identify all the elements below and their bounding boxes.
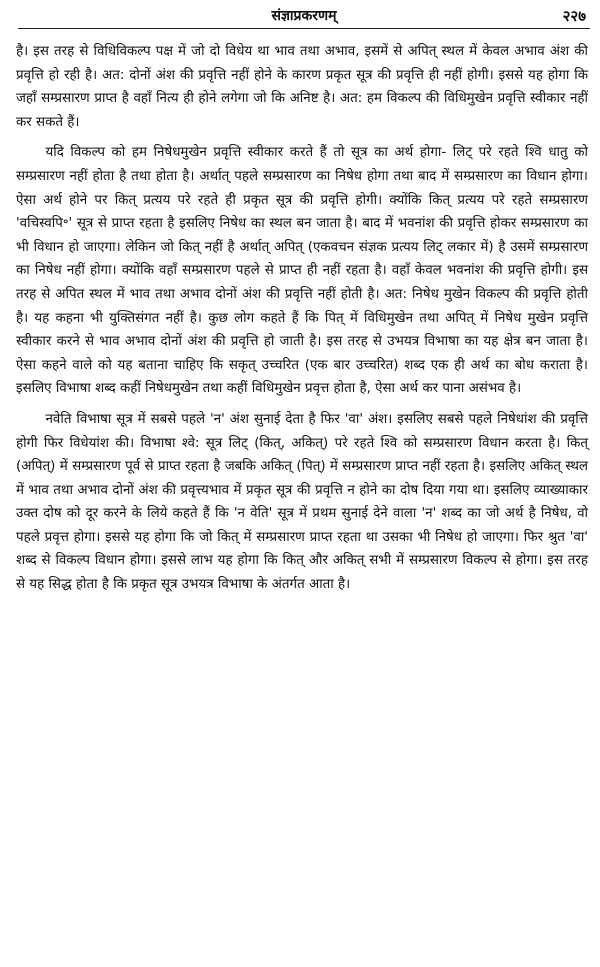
- body-text: [16, 40, 588, 604]
- paragraph-3: नवेति विभाषा सूत्र में सबसे पहले 'न' अंश सुनाई देता है फिर 'वा' अंश। इसलिए सबसे पहले निषेधांश की प्रवृत्ति होगी फिर विधेयांश की। विभाषा श्वे: सूत्र लिट् (कित्, अकित्) परे रहते श्वि को सम्प्रसारण विधान करता है। कित् (अपित्) में सम्प्रसारण पूर्व से प्राप्त रहता है जबकि अकित् (पित्) में सम्प्रसारण प्राप्त नहीं रहता है। इसलिए अकित् स्थल में भाव तथा अभाव दोनों अंश की प्रवृत्त्यभाव में प्रकृत सूत्र की प्रवृत्ति न होने का दोष दिया गया था। इसलिए व्याख्याकार उक्त दोष को दूर करने के लिये कहते हैं कि 'न वेति' सूत्र में प्रथम सुनाई देने वाला 'न' शब्द का जो अर्थ है निषेध, वो पहले प्रवृत्त होगा। इससे यह होगा कि जो कित् में सम्प्रसारण प्राप्त रहता था उसका भी निषेध हो जाएगा। फिर श्रुत 'वा' शब्द से विकल्प विधान होगा। इससे लाभ यह होगा कि कित् और अकित् सभी में सम्प्रसारण विकल्प से होगा। इस तरह से यह सिद्ध होता है कि प्रकृत सूत्र उभयत्र विभाषा के अंतर्गत आता है।: [16, 411, 588, 593]
- chapter-title: संज्ञाप्रकरणम्: [271, 8, 337, 24]
- running-header: [18, 6, 590, 29]
- paragraph-2: यदि विकल्प को हम निषेधमुखेन प्रवृत्ति स्वीकार करते हैं तो सूत्र का अर्थ होगा- लिट् परे रहते श्वि धातु को सम्प्रसारण नहीं होता है तथा होता है। अर्थात् पहले सम्प्रसारण का निषेध होगा तथा बाद में सम्प्रसारण का विधान होगा। ऐसा अर्थ होने पर कित् प्रत्यय परे रहते ही प्रकृत सूत्र की प्रवृत्ति होगी। क्योंकि कित् प्रत्यय परे रहते सम्प्रसारण 'वचिस्वपि॰' सूत्र से प्राप्त रहता है इसलिए निषेध का स्थल बन जाता है। बाद में भवनांश की प्रवृत्ति होकर सम्प्रसारण का भी विधान हो जाएगा। लेकिन जो कित् नहीं है अर्थात् अपित् (एकवचन संज्ञक प्रत्यय लिट् लकार में) है उसमें सम्प्रसारण का निषेध नहीं होगा। क्योंकि वहाँ सम्प्रसारण पहले से प्राप्त ही नहीं रहता है। वहाँ केवल भवनांश की प्रवृत्ति होगी। इस तरह से अपित स्थल में भाव तथा अभाव दोनों अंश की प्रवृत्ति नहीं होती है। अत: निषेध मुखेन विकल्प की प्रवृत्ति होती है। यह कहना भी युक्तिसंगत नहीं है। कुछ लोग कहते हैं कि पित् में विधिमुखेन तथा अपित् में निषेध मुखेन प्रवृत्ति स्वीकार करने से भाव अभाव दोनों अंश की प्रवृत्ति हो जाती है। इस तरह से उभयत्र विभाषा का यह क्षेत्र बन जाता है। ऐसा कहने वाले को यह बताना चाहिए कि सकृत् उच्चरित (एक बार उच्चरित) शब्द एक ही अर्थ का बोध कराता है। इसलिए विभाषा शब्द कहीं निषेधमुखेन तथा कहीं विधिमुखेन प्रवृत्त होता है, ऐसा अर्थ कर पाना असंभव है।: [16, 145, 588, 397]
- page-number: २२७: [562, 7, 586, 25]
- paragraph-1: है। इस तरह से विधिविकल्प पक्ष में जो दो विधेय था भाव तथा अभाव, इसमें से अपित् स्थल में केवल अभाव अंश की प्रवृत्ति हो रही है। अत: दोनों अंश की प्रवृत्ति नहीं होने के कारण प्रकृत सूत्र की प्रवृत्ति ही नहीं होगी। इससे यह होगा कि जहाँ सम्प्रसारण प्राप्त है वहाँ नित्य ही होने लगेगा जो कि अनिष्ट है। अत: हम विकल्प की विधिमुखेन प्रवृत्ति स्वीकार नहीं कर सकते हैं।: [16, 44, 588, 130]
